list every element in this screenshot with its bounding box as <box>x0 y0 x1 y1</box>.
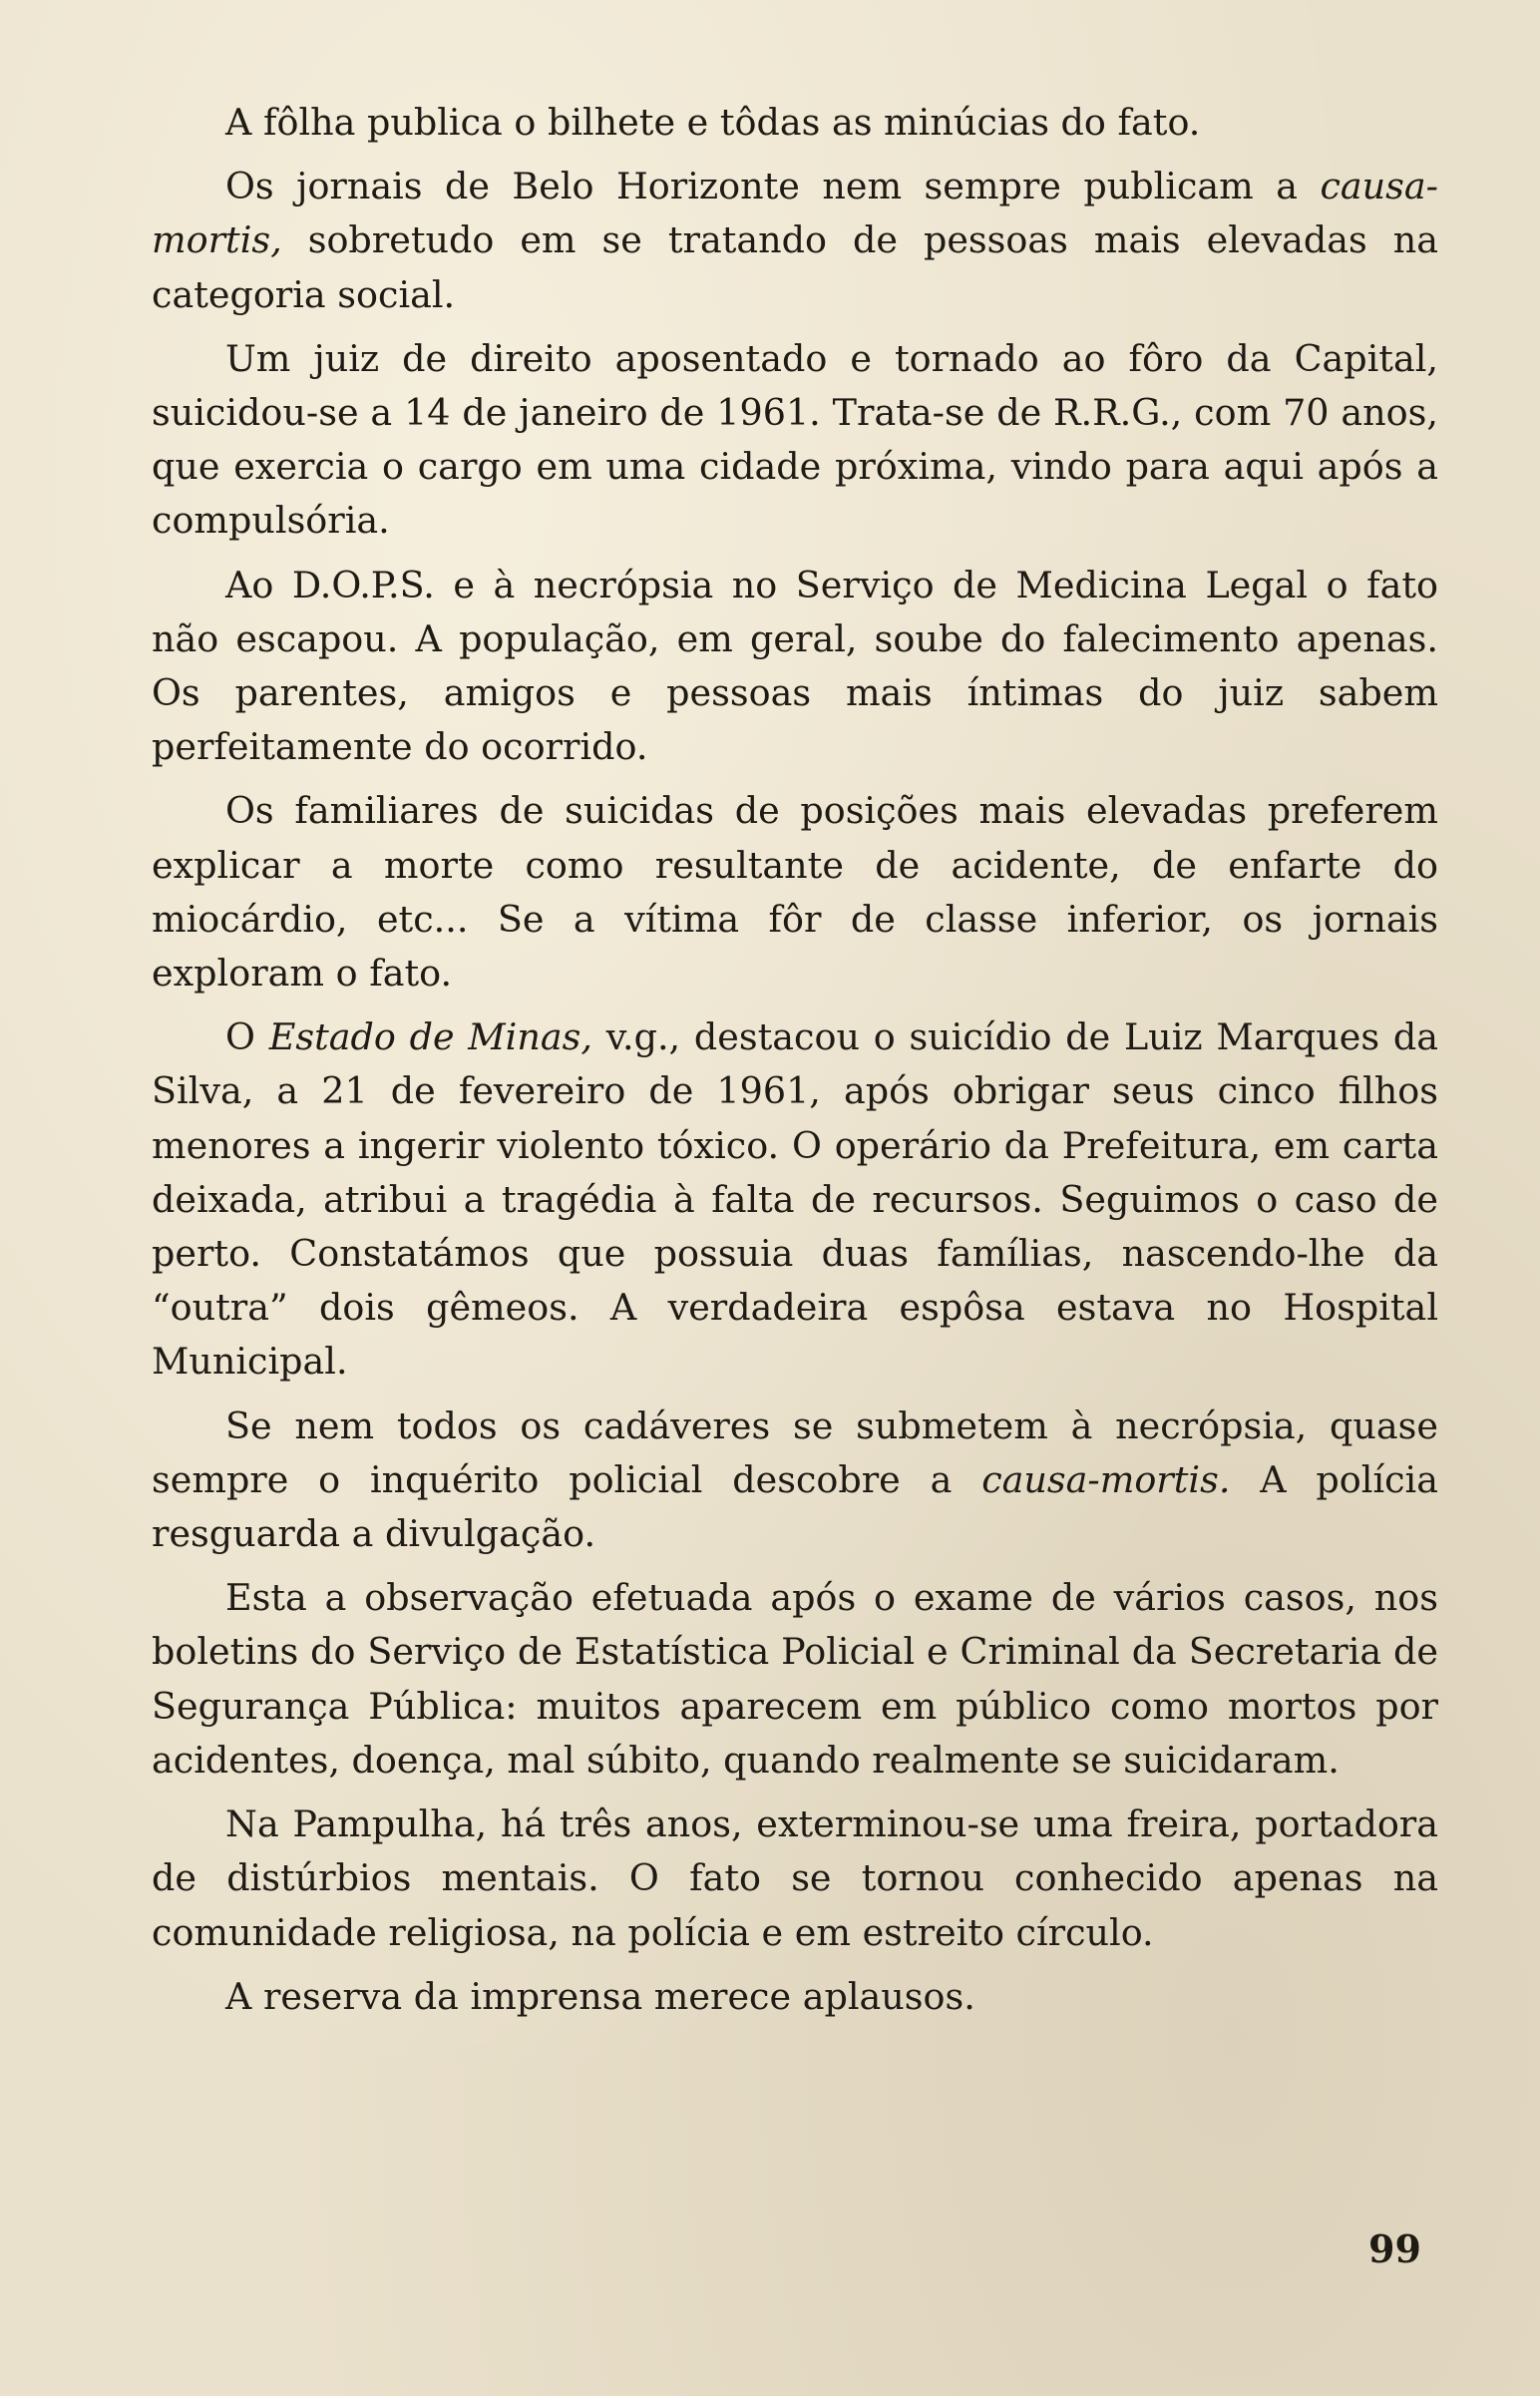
paragraph <box>152 1399 1438 1562</box>
paragraph <box>152 1797 1438 1960</box>
paragraph <box>152 160 1438 322</box>
text-run: sobretudo em se tratando de pessoas mais elevadas na categoria social. <box>152 218 1438 316</box>
paragraph <box>152 784 1438 1000</box>
body-text <box>152 96 1438 2034</box>
italic-newspaper-name: Estado de Minas, <box>268 1015 592 1059</box>
text-run: Se nem todos os cadáveres se submetem à necrópsia, quase sempre o inquérito policial descobre a <box>152 1403 1438 1501</box>
text-run: v.g., destacou o suicídio de Luiz Marques da Silva, a 21 de fevereiro de 1961, após obrigar seus cinco filhos menores a ingerir violento tóxico. O operário da Prefeitura, em carta deixada, atribui a tragédia à falta de recursos. Seguimos o caso de perto. Constatámos que possuia duas famílias, nascendo-lhe da “outra” dois gêmeos. A verdadeira espôsa estava no Hospital Municipal. <box>152 1015 1439 1384</box>
text-run: Um juiz de direito aposentado e tornado ao fôro da Capital, suicidou-se a 14 de janeiro de 1961. Trata-se de R.R.G., com 70 anos, que exercia o cargo em uma cidade próxima, vindo para aqui após a compulsória. <box>152 336 1438 543</box>
text-run: O <box>225 1015 269 1059</box>
text-run: Os jornais de Belo Horizonte nem sempre publicam a <box>225 165 1321 208</box>
text-run: Esta a observação efetuada após o exame de vários casos, nos boletins do Serviço de Estatística Policial e Criminal da Secretaria de Segurança Pública: muitos aparecem em público como mortos por acidentes, doença, mal súbito, quando realmente se suicidaram. <box>152 1576 1438 1782</box>
paragraph <box>152 559 1438 775</box>
paragraph <box>152 96 1438 150</box>
paragraph <box>152 1970 1438 2024</box>
text-run: Na Pampulha, há três anos, exterminou-se uma freira, portadora de distúrbios mentais. O fato se tornou conhecido apenas na comunidade religiosa, na polícia e em estreito círculo. <box>152 1802 1438 1954</box>
text-run: A reserva da imprensa merece aplausos. <box>225 1974 975 2018</box>
text-run: A polícia resguarda a divulgação. <box>152 1457 1438 1556</box>
text-run: Ao D.O.P.S. e à necrópsia no Serviço de Medicina Legal o fato não escapou. A população, em geral, soube do falecimento apenas. Os parentes, amigos e pessoas mais íntimas do juiz sabem perfeitamente do ocorrido. <box>152 563 1438 769</box>
italic-term: causa-mortis. <box>981 1457 1231 1501</box>
paragraph <box>152 1010 1438 1389</box>
text-run: A fôlha publica o bilhete e tôdas as minúcias do fato. <box>225 101 1201 144</box>
page-number: 99 <box>1368 2226 1421 2271</box>
paragraph <box>152 1571 1438 1788</box>
italic-term: causa-mortis, <box>152 165 1438 262</box>
text-run: Os familiares de suicidas de posições mais elevadas preferem explicar a morte como resultante de acidente, de enfarte do miocárdio, etc... Se a vítima fôr de classe inferior, os jornais exploram o fato. <box>152 789 1438 996</box>
paragraph <box>152 332 1438 549</box>
